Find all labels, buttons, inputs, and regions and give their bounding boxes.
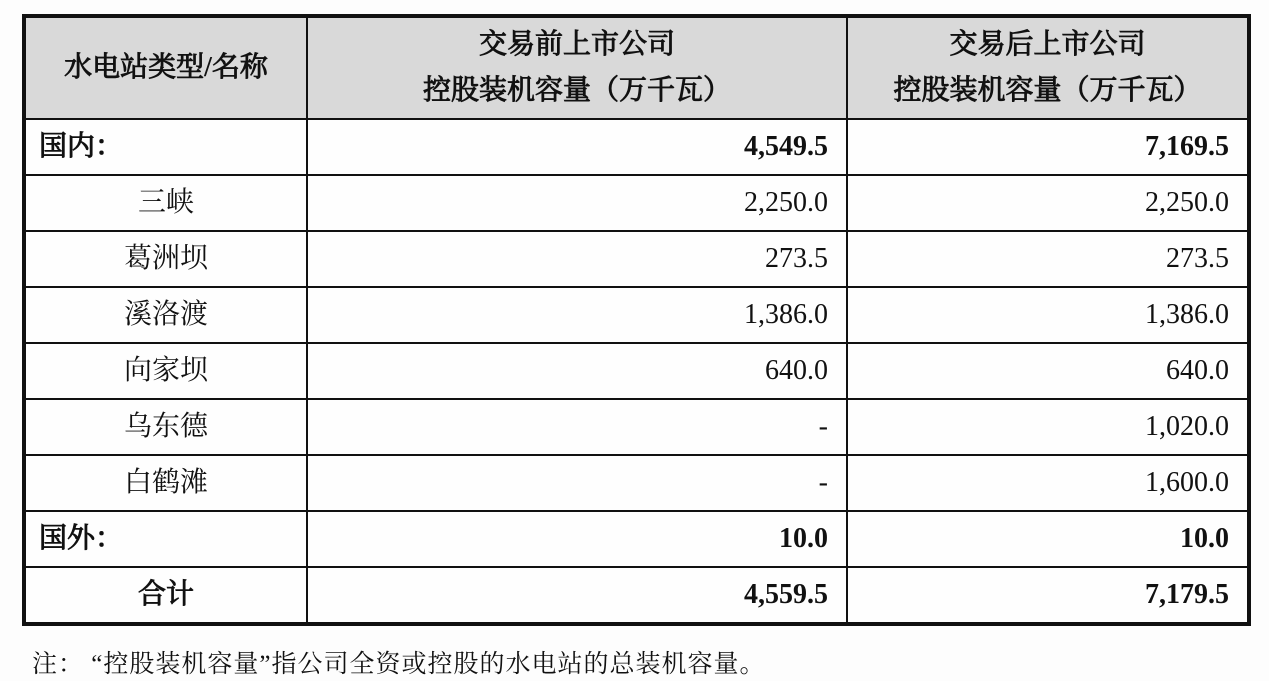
pre-capacity-value: 1,386.0: [307, 287, 847, 343]
table-row-overseas: [24, 511, 1249, 567]
post-capacity-value: 1,386.0: [847, 287, 1249, 343]
hydropower-capacity-table: [22, 14, 1251, 626]
table-row-wudongde: [24, 399, 1249, 455]
pre-capacity-value: -: [307, 399, 847, 455]
column-header-post-line1: 交易后上市公司: [949, 29, 1146, 60]
column-header-pre-transaction: [307, 16, 847, 119]
table-row-baihetan: [24, 455, 1249, 511]
row-label: 三峡: [24, 175, 307, 231]
column-header-pre-line1: 交易前上市公司: [478, 29, 675, 60]
post-capacity-value: 1,600.0: [847, 455, 1249, 511]
post-capacity-value: 273.5: [847, 231, 1249, 287]
row-label: 向家坝: [24, 343, 307, 399]
table-row-domestic: [24, 119, 1249, 175]
post-capacity-value: 1,020.0: [847, 399, 1249, 455]
post-capacity-value: 640.0: [847, 343, 1249, 399]
post-capacity-value: 10.0: [847, 511, 1249, 567]
table-row-gezhouba: [24, 231, 1249, 287]
column-header-station-type: [24, 16, 307, 119]
pre-capacity-value: -: [307, 455, 847, 511]
table-row-sanxia: [24, 175, 1249, 231]
post-capacity-value: 7,169.5: [847, 119, 1249, 175]
row-label: 葛洲坝: [24, 231, 307, 287]
table-row-xiluodu: [24, 287, 1249, 343]
pre-capacity-value: 10.0: [307, 511, 847, 567]
post-capacity-value: 7,179.5: [847, 567, 1249, 624]
row-label: 白鹤滩: [24, 455, 307, 511]
column-header-post-line2: 控股装机容量（万千瓦）: [893, 75, 1202, 106]
pre-capacity-value: 273.5: [307, 231, 847, 287]
pre-capacity-value: 4,559.5: [307, 567, 847, 624]
post-capacity-value: 2,250.0: [847, 175, 1249, 231]
table-row-xiangjiaba: [24, 343, 1249, 399]
footnote: 注： “控股装机容量”指公司全资或控股的水电站的总装机容量。: [32, 651, 766, 678]
table-header-row: [24, 16, 1249, 119]
pre-capacity-value: 2,250.0: [307, 175, 847, 231]
row-label: 合计: [24, 567, 307, 624]
row-label: 溪洛渡: [24, 287, 307, 343]
table-row-total: [24, 567, 1249, 624]
row-label: 国外：: [24, 511, 307, 567]
column-header-post-transaction: [847, 16, 1249, 119]
column-header-station-type-label: 水电站类型/名称: [64, 52, 268, 83]
pre-capacity-value: 4,549.5: [307, 119, 847, 175]
row-label: 国内：: [24, 119, 307, 175]
row-label: 乌东德: [24, 399, 307, 455]
column-header-pre-line2: 控股装机容量（万千瓦）: [422, 75, 731, 106]
pre-capacity-value: 640.0: [307, 343, 847, 399]
